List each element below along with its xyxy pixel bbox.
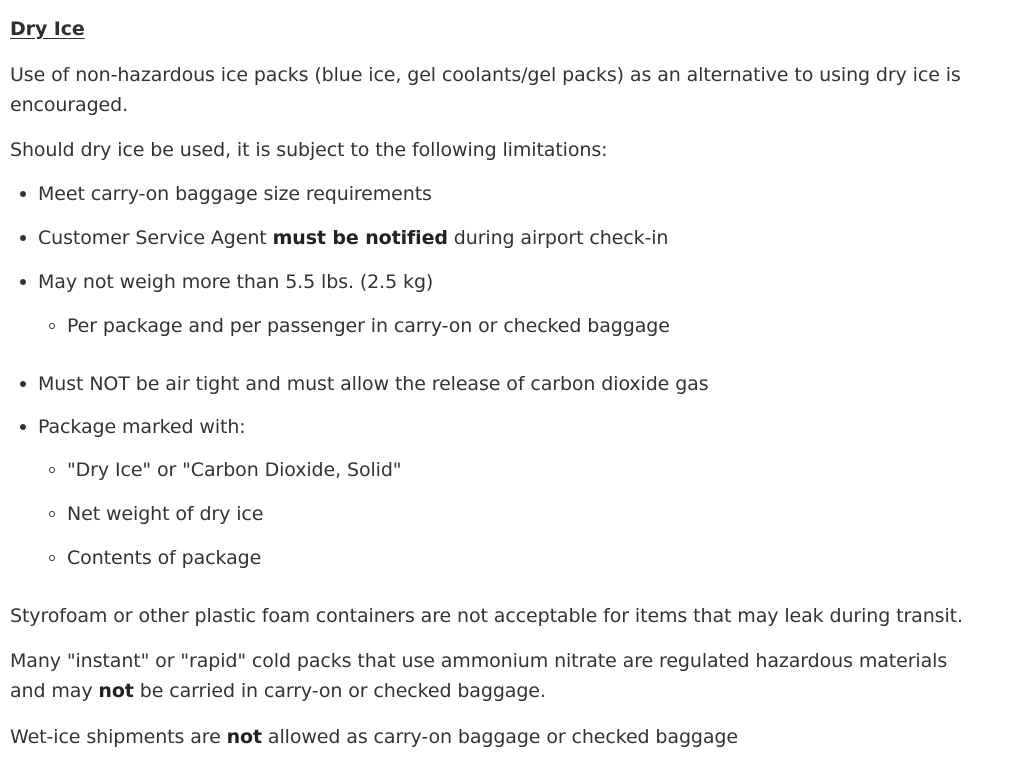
bullet-dot — [20, 424, 26, 430]
bullet-dot — [20, 191, 26, 197]
bullet-dot — [20, 381, 26, 387]
sub-bullet-ring — [49, 511, 55, 517]
sub-bullet-per-package: Per package and per passenger in carry-on or checked baggage — [67, 315, 670, 337]
instant-text-pre: and may — [10, 680, 99, 702]
limitations-intro: Should dry ice be used, it is subject to the following limitations: — [10, 139, 608, 161]
sub-bullet-ring — [49, 323, 55, 329]
bullet-agent-notified — [38, 223, 668, 253]
bullet-agent-bold: must be notified — [272, 227, 448, 249]
bullet-package-marked: Package marked with: — [38, 416, 246, 438]
sub-bullet-ring — [49, 467, 55, 473]
bullet-not-airtight: Must NOT be air tight and must allow the release of carbon dioxide gas — [38, 373, 709, 395]
bullet-dot — [20, 235, 26, 241]
sub-bullet-net-weight: Net weight of dry ice — [67, 503, 264, 525]
section-title: Dry Ice — [10, 18, 85, 40]
wet-ice-text-pre: Wet-ice shipments are — [10, 726, 227, 748]
bullet-size-requirements: Meet carry-on baggage size requirements — [38, 183, 432, 205]
bullet-dot — [20, 279, 26, 285]
wet-ice-text-post: allowed as carry-on baggage or checked baggage — [261, 726, 738, 748]
intro-line-2: encouraged. — [10, 94, 129, 116]
bullet-weight-limit: May not weigh more than 5.5 lbs. (2.5 kg) — [38, 271, 434, 293]
wet-ice-bold: not — [226, 726, 262, 748]
instant-packs-line-2 — [10, 676, 546, 706]
instant-packs-line-1: Many "instant" or "rapid" cold packs that use ammonium nitrate are regulated hazardous materials — [10, 650, 948, 672]
wet-ice-paragraph — [10, 722, 738, 752]
bullet-agent-text-post: during airport check-in — [447, 227, 669, 249]
sub-bullet-contents: Contents of package — [67, 547, 262, 569]
sub-bullet-dry-ice-label: "Dry Ice" or "Carbon Dioxide, Solid" — [67, 459, 402, 481]
instant-text-post: be carried in carry-on or checked baggage. — [133, 680, 546, 702]
styrofoam-paragraph: Styrofoam or other plastic foam containers are not acceptable for items that may leak during transit. — [10, 605, 963, 627]
sub-bullet-ring — [49, 555, 55, 561]
bullet-agent-text-pre: Customer Service Agent — [38, 227, 273, 249]
intro-line-1: Use of non-hazardous ice packs (blue ice, gel coolants/gel packs) as an alternative to using dry ice is — [10, 64, 961, 86]
instant-bold: not — [98, 680, 134, 702]
